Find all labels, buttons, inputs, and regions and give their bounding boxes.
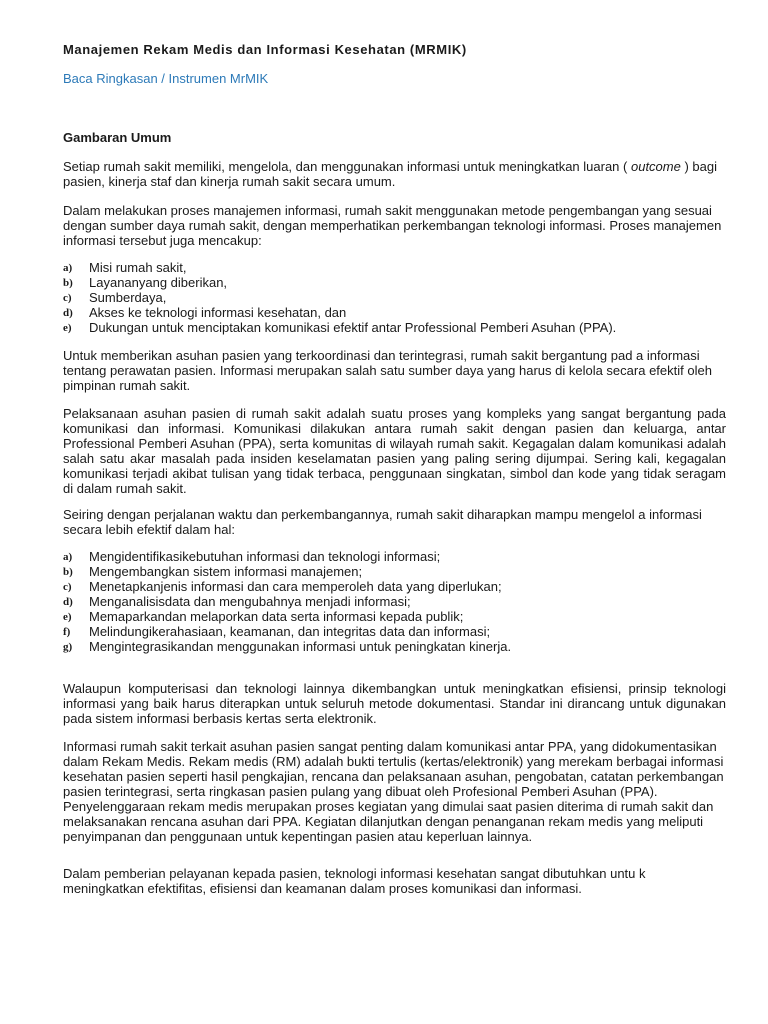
paragraph-4: Pelaksanaan asuhan pasien di rumah sakit adalah suatu proses yang kompleks yang sangat bergantung pada komunikasi dan informasi. Komunikasi dilakukan antara rumah sakit dengan pasien dan keluarga, antar Professional Pemberi Asuhan (PPA), serta komunitas di wilayah rumah sakit. Kegagalan dalam komunikasi adalah salah satu akar masalah pada insiden keselamatan pasien yang paling sering dijumpai. Sering kali, kegagalan komunikasi terjadi akibat tulisan yang tidak terbaca, penggunaan singkatan, simbol dan kode yang tidak seragam di dalam rumah sakit. — [63, 406, 726, 496]
section-heading: Gambaran Umum — [63, 130, 172, 145]
list-item: c) Sumberdaya, — [63, 290, 167, 305]
list-item: b) Mengembangkan sistem informasi manajemen; — [63, 564, 363, 579]
document-title: Manajemen Rekam Medis dan Informasi Kesehatan (MRMIK) — [63, 42, 467, 57]
paragraph-3: Untuk memberikan asuhan pasien yang terkoordinasi dan terintegrasi, rumah sakit bergantung pad a informasi tentang perawatan pasien. Informasi merupakan salah satu sumber daya yang harus di kelola secara efektif oleh pimpinan rumah sakit. — [63, 348, 712, 393]
outcome-term: outcome — [630, 159, 681, 174]
list-item: g) Mengintegrasikandan menggunakan informasi untuk peningkatan kinerja. — [63, 639, 512, 654]
list-item: f) Melindungikerahasiaan, keamanan, dan integritas data dan informasi; — [63, 624, 491, 639]
list-item: a) Mengidentifikasikebutuhan informasi dan teknologi informasi; — [63, 549, 441, 564]
list-information-management — [63, 549, 726, 654]
list-item: e) Dukungan untuk menciptakan komunikasi efektif antar Professional Pemberi Asuhan (PPA). — [63, 320, 617, 335]
list-item: b) Layananyang diberikan, — [63, 275, 228, 290]
list-item: d) Akses ke teknologi informasi kesehatan, dan — [63, 305, 347, 320]
paragraph-6: Walaupun komputerisasi dan teknologi lainnya dikembangkan untuk meningkatkan efisiensi, prinsip teknologi informasi yang baik harus diterapkan untuk seluruh metode dokumentasi. Standar ini dirancang untuk digunakan pada sistem informasi berbasis kertas serta elektronik. — [63, 681, 726, 726]
list-process-scope — [63, 260, 726, 335]
paragraph-7: Informasi rumah sakit terkait asuhan pasien sangat penting dalam komunikasi antar PPA, yang didokumentasikan dalam Rekam Medis. Rekam medis (RM) adalah bukti tertulis (kertas/elektronik) yang merekam berbagai informasi kesehatan pasien seperti hasil pengkajian, rencana dan pelaksanaan asuhan, pengobatan, catatan perkembangan pasien terintegrasi, serta ringkasan pasien pulang yang dibuat oleh Profesional Pemberi Asuhan (PPA). Penyelenggaraan rekam medis merupakan proses kegiatan yang dimulai saat pasien diterima di rumah sakit dan melaksanakan rencana asuhan dari PPA. Kegiatan dilanjutkan dengan penanganan rekam medis yang meliputi penyimpanan dan penggunaan untuk kepentingan pasien atau keperluan lainnya. — [63, 739, 724, 844]
list-item: a) Misi rumah sakit, — [63, 260, 187, 275]
instrument-link[interactable]: Baca Ringkasan / Instrumen MrMIK — [63, 71, 269, 86]
paragraph-1: Setiap rumah sakit memiliki, mengelola, dan menggunakan informasi untuk meningkatkan luaran ( outcome ) bagi pasien, kinerja staf dan kinerja rumah sakit secara umum. — [63, 159, 718, 189]
list-item: c) Menetapkanjenis informasi dan cara memperoleh data yang diperlukan; — [63, 579, 502, 594]
paragraph-2: Dalam melakukan proses manajemen informasi, rumah sakit menggunakan metode pengembangan yang sesuai dengan sumber daya rumah sakit, dengan memperhatikan perkembangan teknologi informasi. Proses manajemen informasi tersebut juga mencakup: — [63, 203, 722, 248]
list-item: e) Memaparkandan melaporkan data serta informasi kepada publik; — [63, 609, 464, 624]
paragraph-5: Seiring dengan perjalanan waktu dan perkembangannya, rumah sakit diharapkan mampu mengelol a informasi secara lebih efektif dalam hal: — [63, 507, 702, 537]
paragraph-8: Dalam pemberian pelayanan kepada pasien, teknologi informasi kesehatan sangat dibutuhkan untu k meningkatkan efektifitas, efisiensi dan keamanan dalam proses komunikasi dan informasi. — [63, 866, 646, 896]
list-item: d) Menganalisisdata dan mengubahnya menjadi informasi; — [63, 594, 411, 609]
